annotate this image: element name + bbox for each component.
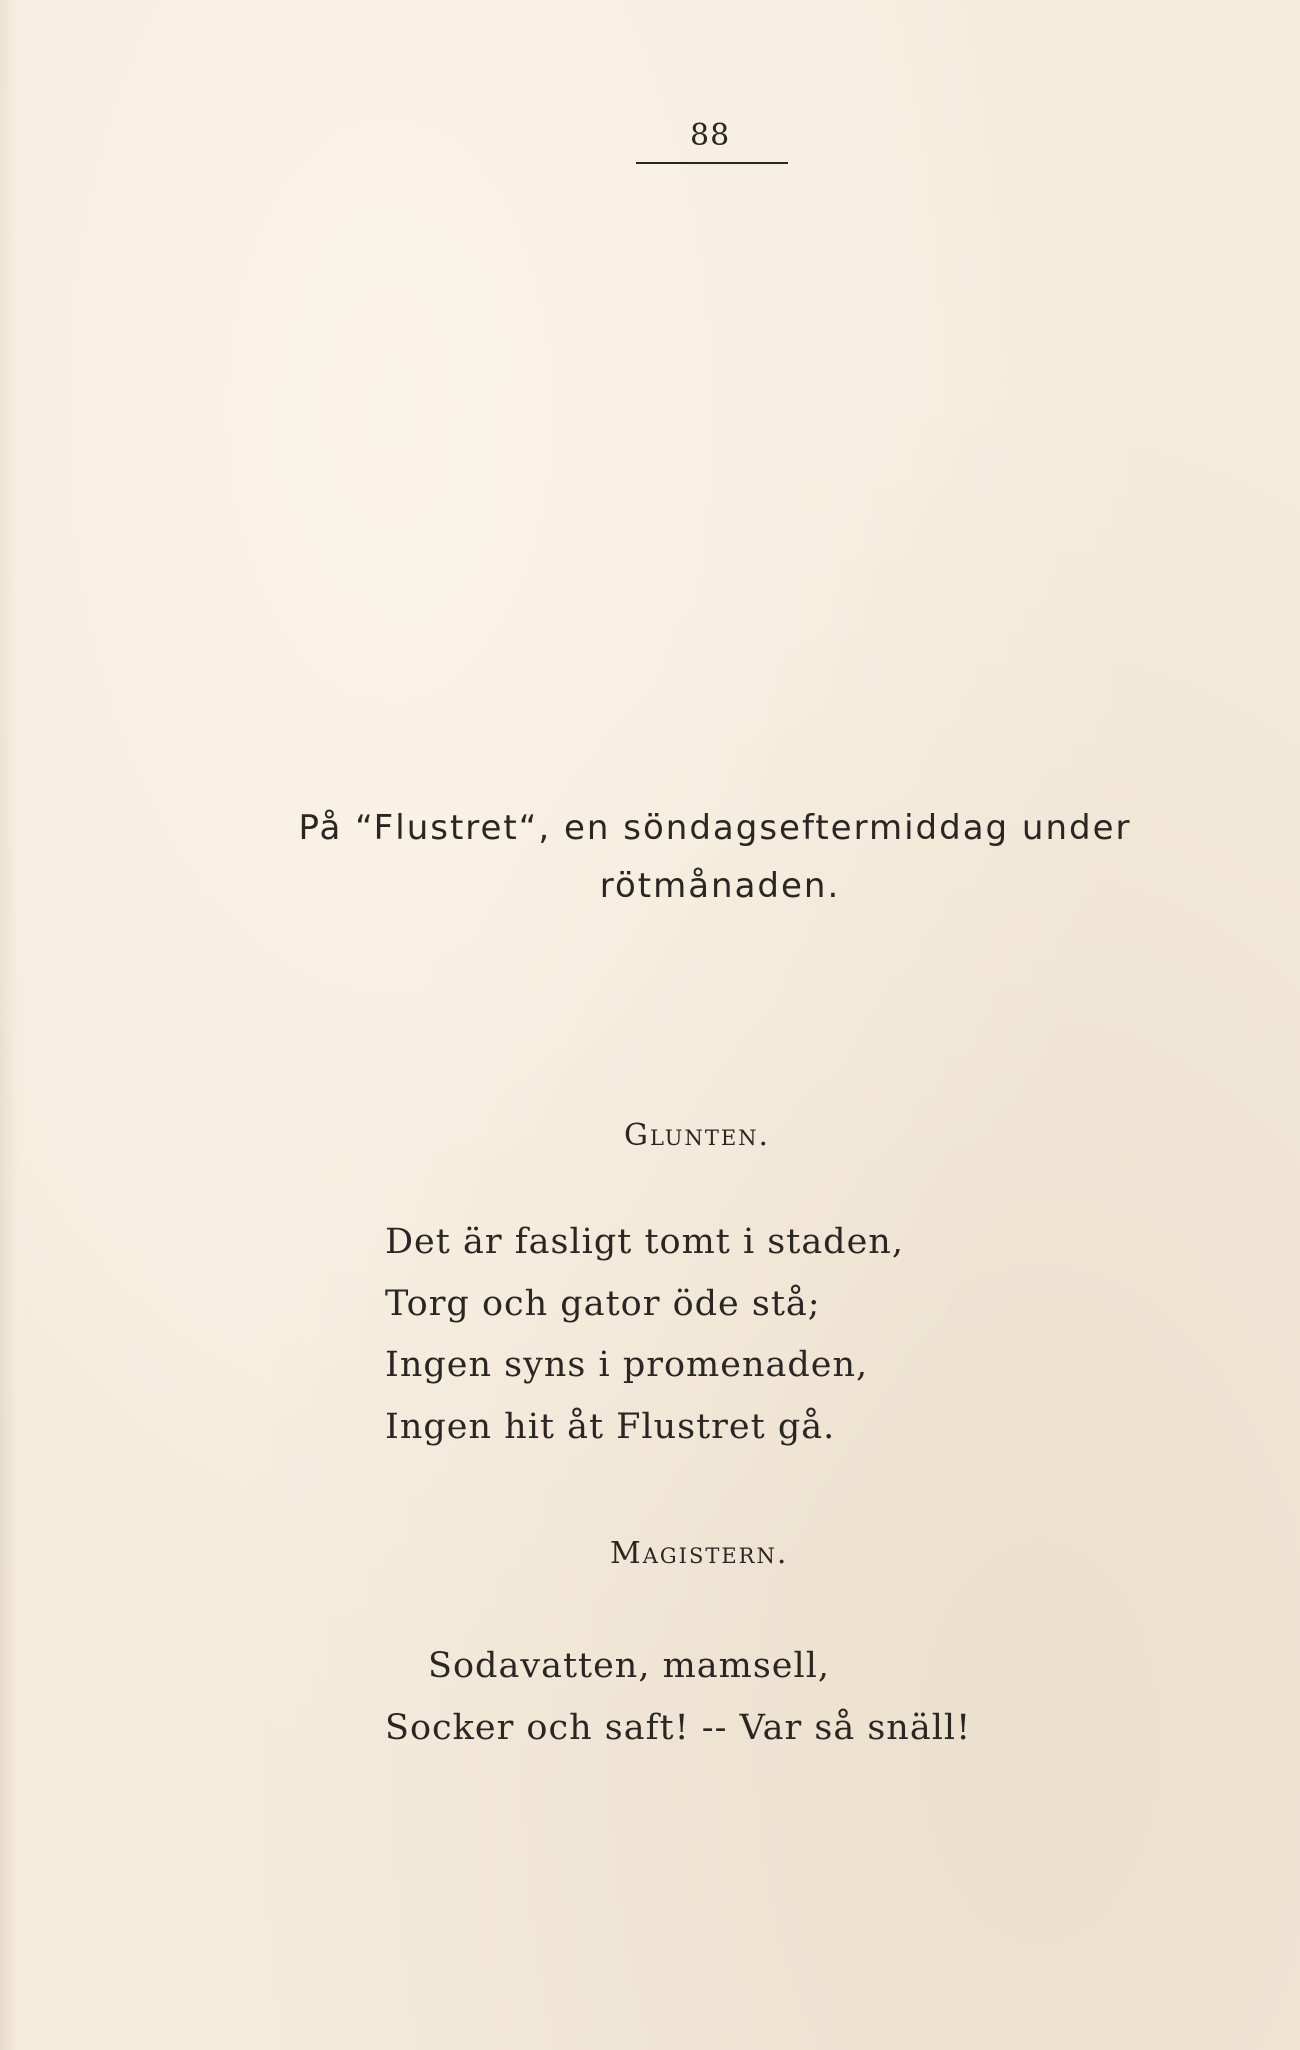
page-number-rule [636, 162, 788, 164]
verse-line: Det är fasligt tomt i staden, [385, 1222, 904, 1262]
song-heading-line-1: På “Flustret“, en söndagseftermiddag under [298, 808, 1132, 848]
verse-line: Torg och gator öde stå; [385, 1284, 821, 1324]
verse-line: Ingen syns i promenaden, [385, 1345, 869, 1385]
song-heading-line-2: rötmånaden. [599, 866, 841, 906]
verse-line: Socker och saft! -- Var så snäll! [385, 1708, 972, 1748]
speaker-name: Glunten. [624, 1118, 771, 1153]
speaker-name: Magistern. [610, 1536, 789, 1571]
verse-line: Ingen hit åt Flustret gå. [385, 1407, 836, 1447]
verse-line: Sodavatten, mamsell, [428, 1646, 831, 1686]
page-number: 88 [690, 118, 731, 153]
